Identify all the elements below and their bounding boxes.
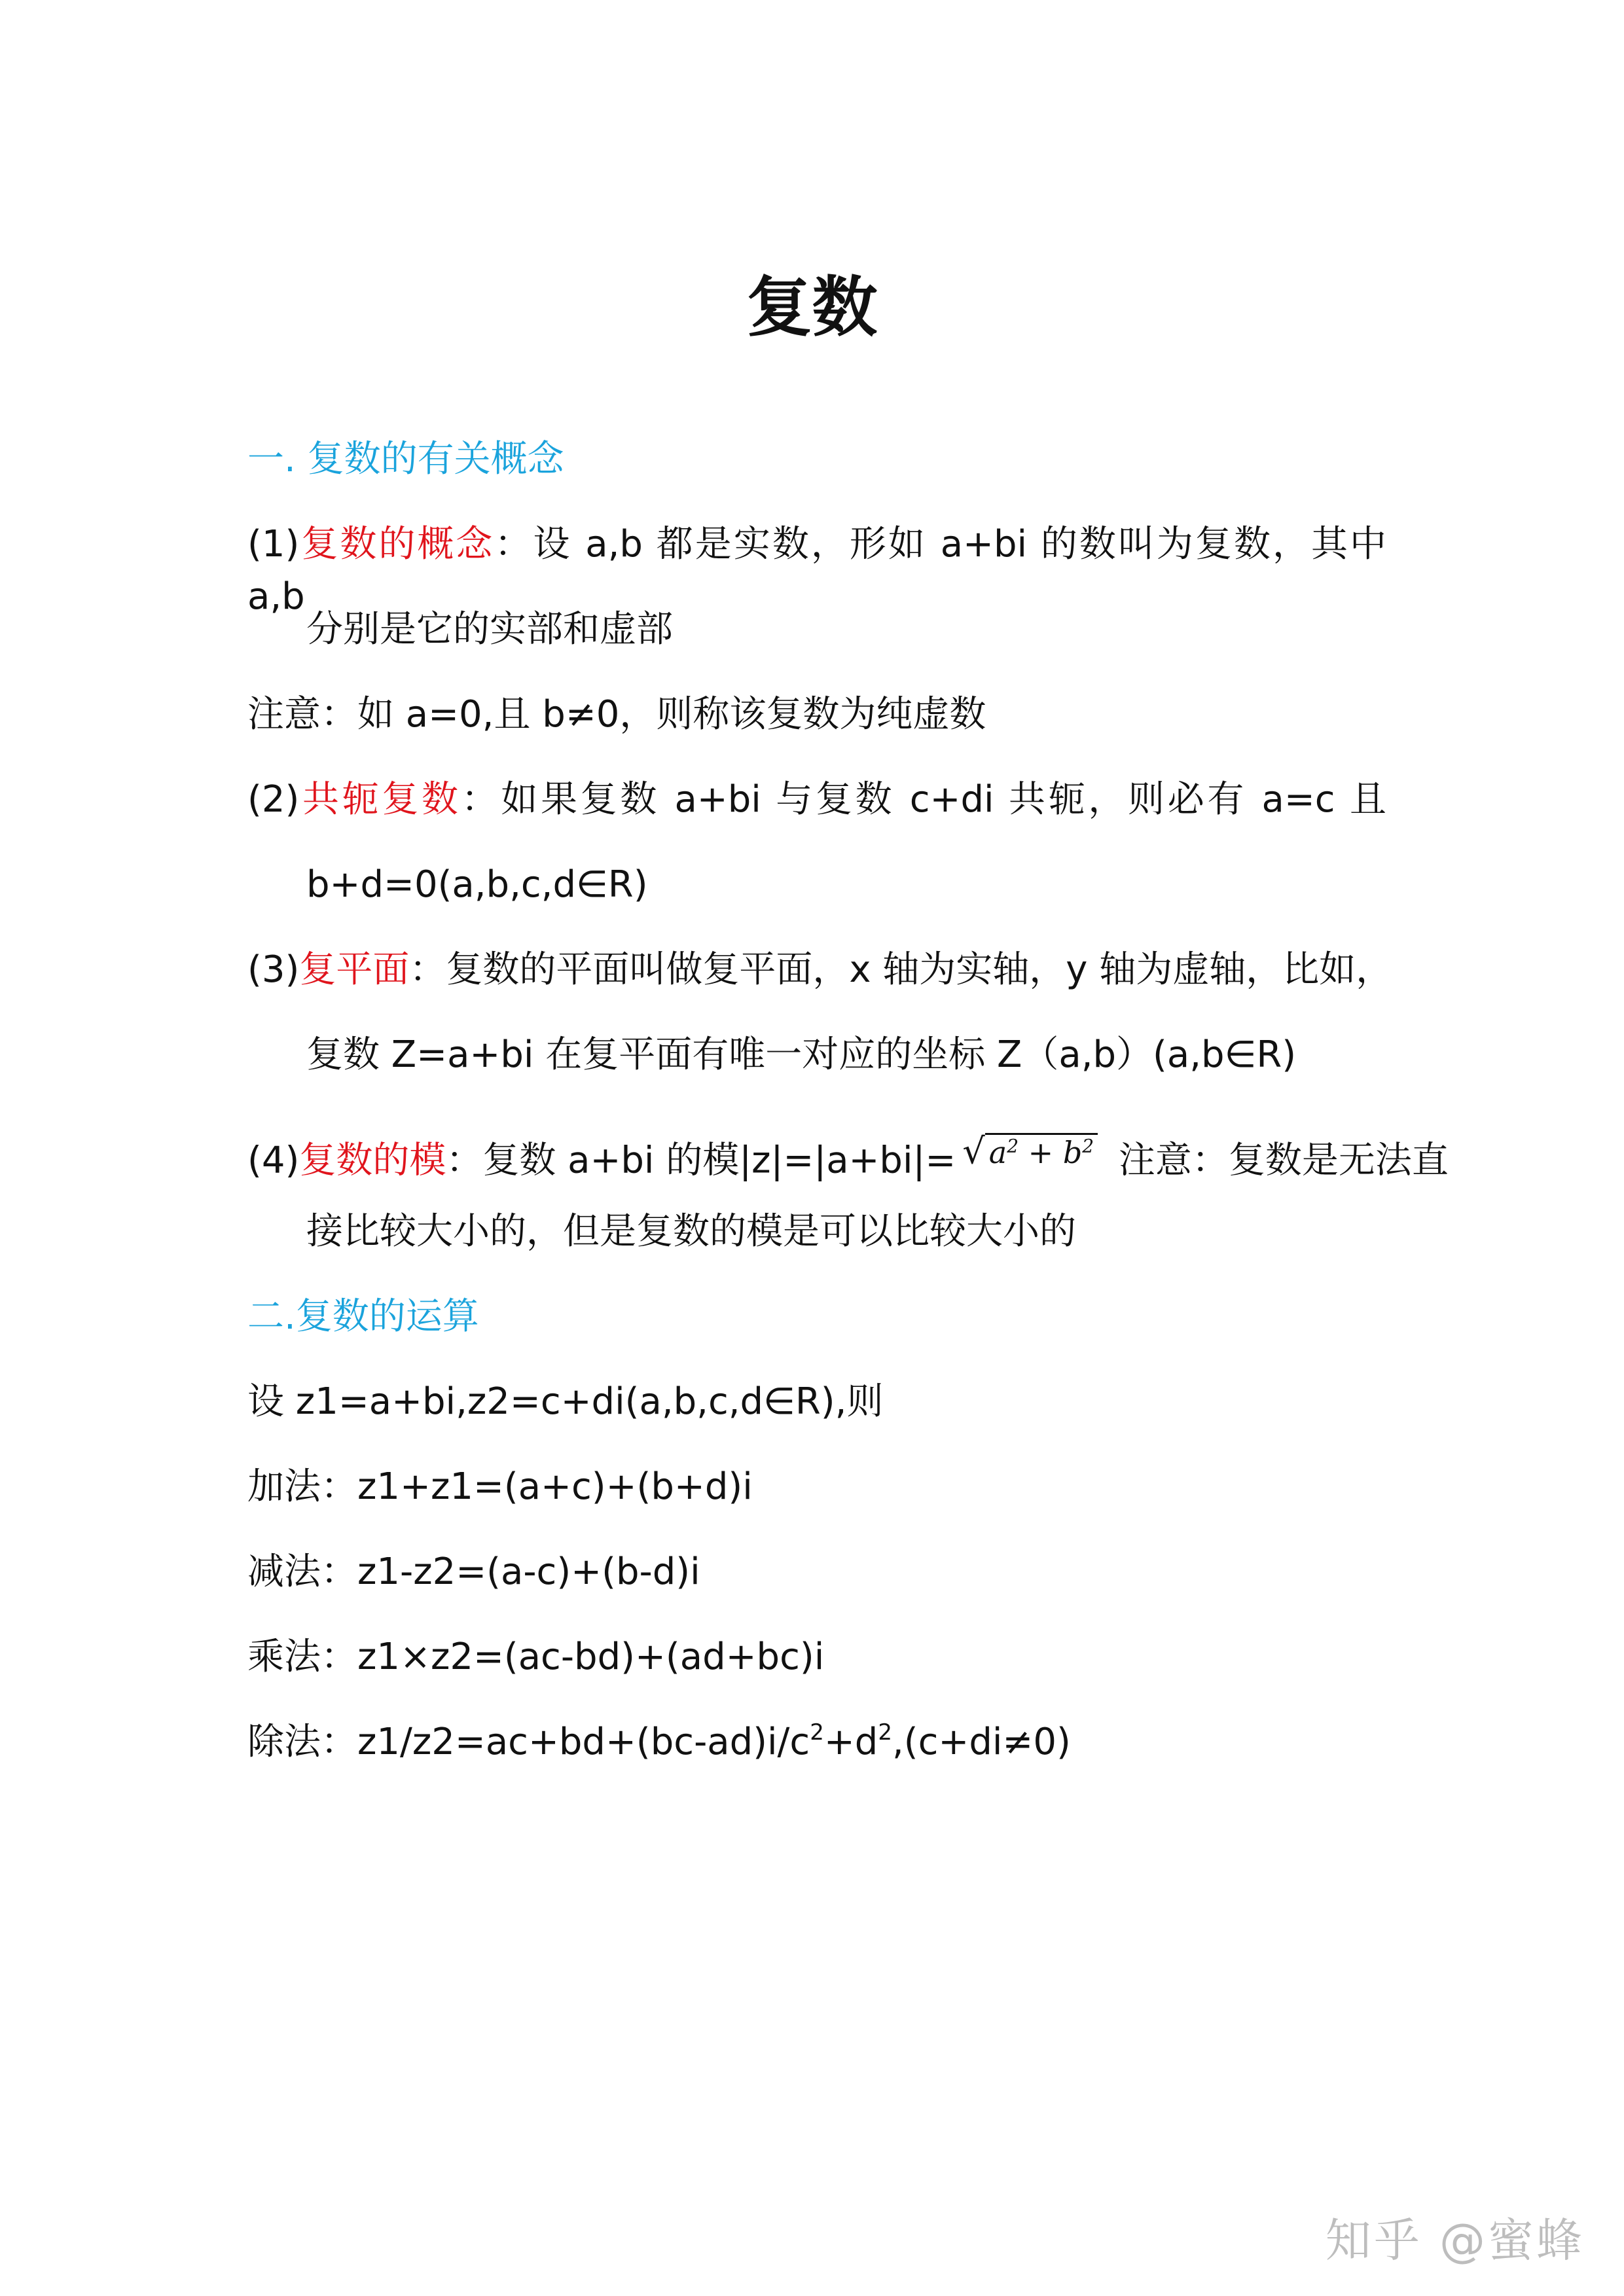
item2-term: 共轭复数	[299, 778, 461, 821]
item2-line	[247, 774, 1386, 826]
item3-line	[247, 944, 1392, 996]
subtraction-line: 减法：z1-z2=(a-c)+(b-d)i	[247, 1551, 700, 1593]
item3-term: 复平面	[299, 948, 410, 991]
radicand-b: b	[1062, 1135, 1083, 1171]
item4-after-text: 注意：复数是无法直	[1107, 1139, 1449, 1182]
item3-number: (3)	[247, 948, 300, 991]
item1-number: (1)	[247, 523, 300, 565]
radicand-a-exponent: 2	[1007, 1136, 1019, 1157]
division-exponent-c: 2	[810, 1719, 824, 1746]
item4-continuation: 接比较大小的，但是复数的模是可以比较大小的	[306, 1210, 1076, 1253]
item1-term: 复数的概念	[299, 523, 495, 565]
radicand-plus: +	[1019, 1135, 1063, 1171]
sqrt-sign: √	[962, 1130, 985, 1172]
item3-continuation: 复数 Z=a+bi 在复平面有唯一对应的坐标 Z（a,b）(a,b∈R)	[306, 1033, 1297, 1076]
item4-term: 复数的模	[299, 1139, 446, 1182]
division-part2: +d	[823, 1721, 878, 1763]
multiplication-line: 乘法：z1×z2=(ac-bd)+(ad+bc)i	[247, 1636, 825, 1678]
page-title: 复数	[746, 269, 878, 346]
item4-line	[247, 1121, 1449, 1187]
item2-continuation: b+d=0(a,b,c,d∈R)	[306, 863, 648, 906]
radicand-a: a	[988, 1135, 1007, 1171]
modulus-formula	[962, 1121, 1098, 1179]
section2-heading: 二.复数的运算	[247, 1295, 479, 1338]
note-text: 注意：如 a=0,且 b≠0，则称该复数为纯虚数	[247, 693, 986, 736]
section1-heading: 一. 复数的有关概念	[247, 438, 564, 480]
item4-text: ：复数 a+bi 的模|z|=|a+bi|=	[446, 1139, 956, 1182]
addition-line: 加法：z1+z1=(a+c)+(b+d)i	[247, 1465, 753, 1508]
setup-line: 设 z1=a+bi,z2=c+di(a,b,c,d∈R),则	[247, 1380, 884, 1423]
division-line	[247, 1716, 1071, 1768]
item2-number: (2)	[247, 778, 300, 821]
division-exponent-d: 2	[878, 1719, 892, 1746]
item3-text: ：复数的平面叫做复平面，x 轴为实轴，y 轴为虚轴，比如，	[409, 948, 1393, 991]
radicand-b-exponent: 2	[1082, 1136, 1094, 1157]
item1-text: ：设 a,b 都是实数，形如 a+bi 的数叫为复数，其中 a,b	[247, 523, 1387, 618]
item2-text: ：如果复数 a+bi 与复数 c+di 共轭，则必有 a=c 且	[461, 778, 1387, 821]
division-part3: ,(c+di≠0)	[892, 1721, 1071, 1763]
division-part1: 除法：z1/z2=ac+bd+(bc-ad)i/c	[247, 1721, 810, 1763]
sqrt-radicand	[985, 1133, 1098, 1170]
watermark: 知乎 @蜜蜂	[1325, 2214, 1585, 2267]
item1-continuation: 分别是它的实部和虚部	[306, 608, 673, 651]
item4-number: (4)	[247, 1139, 300, 1182]
